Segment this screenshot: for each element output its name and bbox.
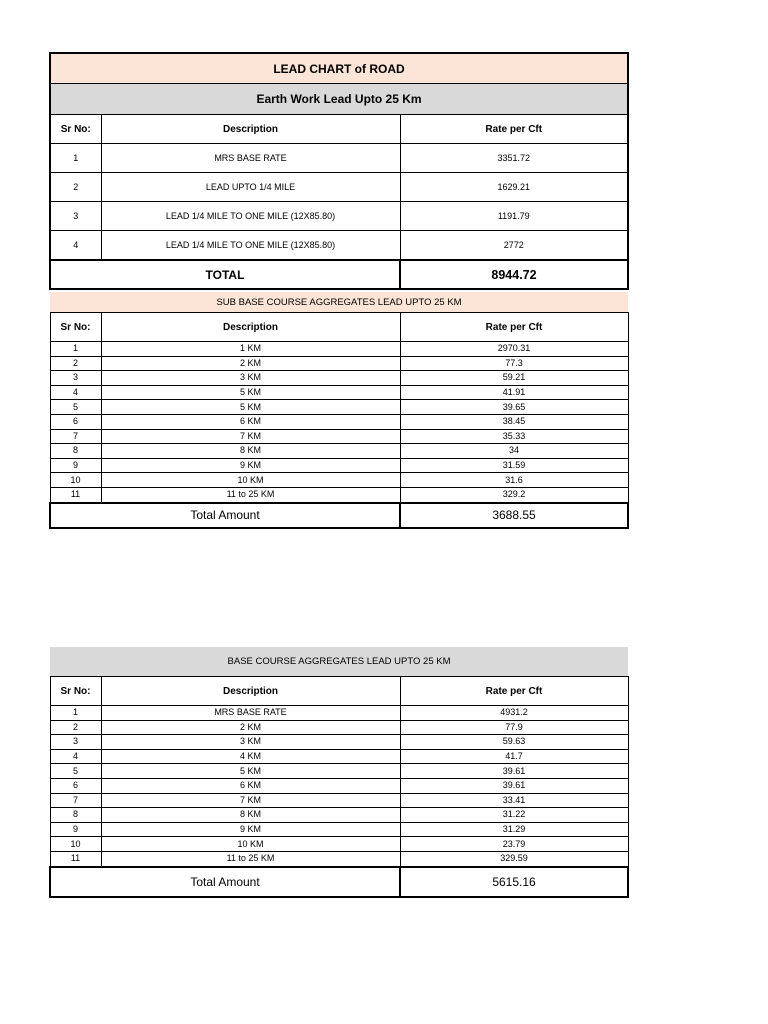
earthwork-lead-table xyxy=(49,52,629,290)
table-row xyxy=(50,793,628,808)
row-description: 4 KM xyxy=(101,749,400,764)
row-rate: 39.65 xyxy=(400,400,628,415)
row-description: 9 KM xyxy=(101,458,400,473)
table-row xyxy=(50,808,628,823)
row-rate: 1191.79 xyxy=(400,202,628,231)
total-row xyxy=(50,260,628,289)
total-value: 5615.16 xyxy=(400,867,628,897)
table-row xyxy=(50,778,628,793)
row-description: 5 KM xyxy=(101,400,400,415)
row-sr: 4 xyxy=(50,385,101,400)
row-sr: 2 xyxy=(50,356,101,371)
row-description: 2 KM xyxy=(101,720,400,735)
total-label: Total Amount xyxy=(50,503,400,528)
row-sr: 1 xyxy=(50,144,101,173)
header-description: Description xyxy=(101,115,400,144)
table-row xyxy=(50,356,628,371)
row-description: 1 KM xyxy=(101,342,400,357)
table-row xyxy=(50,444,628,459)
row-description: 7 KM xyxy=(101,429,400,444)
row-rate: 23.79 xyxy=(400,837,628,852)
table-row xyxy=(50,458,628,473)
table-row xyxy=(50,202,628,231)
row-sr: 8 xyxy=(50,444,101,459)
table-row xyxy=(50,720,628,735)
row-sr: 3 xyxy=(50,371,101,386)
table-row xyxy=(50,371,628,386)
row-sr: 9 xyxy=(50,458,101,473)
row-description: 10 KM xyxy=(101,837,400,852)
row-sr: 4 xyxy=(50,749,101,764)
row-sr: 8 xyxy=(50,808,101,823)
table-row xyxy=(50,749,628,764)
row-description: 5 KM xyxy=(101,764,400,779)
header-sr-no: Sr No: xyxy=(50,313,101,342)
row-description: MRS BASE RATE xyxy=(101,144,400,173)
table-row xyxy=(50,144,628,173)
table-row xyxy=(50,385,628,400)
page-title: LEAD CHART of ROAD xyxy=(50,53,628,84)
row-rate: 39.61 xyxy=(400,778,628,793)
total-value: 8944.72 xyxy=(400,260,628,289)
table-header-row xyxy=(50,115,628,144)
total-label: TOTAL xyxy=(50,260,400,289)
subbase-lead-table xyxy=(49,292,629,529)
table-row xyxy=(50,764,628,779)
row-sr: 4 xyxy=(50,231,101,261)
earthwork-subtitle: Earth Work Lead Upto 25 Km xyxy=(50,84,628,115)
row-sr: 11 xyxy=(50,851,101,866)
row-rate: 59.63 xyxy=(400,735,628,750)
row-rate: 39.61 xyxy=(400,764,628,779)
table-row xyxy=(50,822,628,837)
row-rate: 34 xyxy=(400,444,628,459)
row-rate: 329.2 xyxy=(400,487,628,502)
table-row xyxy=(50,473,628,488)
table-row xyxy=(50,173,628,202)
header-rate: Rate per Cft xyxy=(400,677,628,706)
row-description: 11 to 25 KM xyxy=(101,487,400,502)
row-rate: 31.22 xyxy=(400,808,628,823)
row-sr: 2 xyxy=(50,720,101,735)
row-rate: 4931.2 xyxy=(400,706,628,721)
row-description: LEAD UPTO 1/4 MILE xyxy=(101,173,400,202)
table-row xyxy=(50,342,628,357)
row-description: 5 KM xyxy=(101,385,400,400)
row-sr: 1 xyxy=(50,706,101,721)
row-rate: 31.6 xyxy=(400,473,628,488)
total-row xyxy=(50,503,628,528)
row-sr: 3 xyxy=(50,202,101,231)
row-sr: 1 xyxy=(50,342,101,357)
table-row xyxy=(50,735,628,750)
total-value: 3688.55 xyxy=(400,503,628,528)
row-rate: 35.33 xyxy=(400,429,628,444)
row-sr: 5 xyxy=(50,400,101,415)
row-rate: 31.59 xyxy=(400,458,628,473)
row-rate: 38.45 xyxy=(400,414,628,429)
row-description: 6 KM xyxy=(101,778,400,793)
row-description: 3 KM xyxy=(101,735,400,750)
row-description: LEAD 1/4 MILE TO ONE MILE (12X85.80) xyxy=(101,231,400,261)
row-sr: 11 xyxy=(50,487,101,502)
row-rate: 2970.31 xyxy=(400,342,628,357)
row-rate: 329.59 xyxy=(400,851,628,866)
row-description: LEAD 1/4 MILE TO ONE MILE (12X85.80) xyxy=(101,202,400,231)
row-description: 3 KM xyxy=(101,371,400,386)
row-description: 7 KM xyxy=(101,793,400,808)
header-rate: Rate per Cft xyxy=(400,313,628,342)
row-sr: 2 xyxy=(50,173,101,202)
row-rate: 77.9 xyxy=(400,720,628,735)
row-description: MRS BASE RATE xyxy=(101,706,400,721)
row-description: 6 KM xyxy=(101,414,400,429)
row-description: 9 KM xyxy=(101,822,400,837)
table-row xyxy=(50,837,628,852)
row-sr: 6 xyxy=(50,414,101,429)
row-description: 10 KM xyxy=(101,473,400,488)
row-sr: 10 xyxy=(50,837,101,852)
row-rate: 1629.21 xyxy=(400,173,628,202)
row-sr: 7 xyxy=(50,793,101,808)
table-row xyxy=(50,851,628,866)
base-lead-table xyxy=(49,647,629,898)
row-sr: 10 xyxy=(50,473,101,488)
header-sr-no: Sr No: xyxy=(50,115,101,144)
row-sr: 9 xyxy=(50,822,101,837)
table-row xyxy=(50,231,628,261)
row-rate: 33.41 xyxy=(400,793,628,808)
total-row xyxy=(50,867,628,897)
header-description: Description xyxy=(101,313,400,342)
row-description: 2 KM xyxy=(101,356,400,371)
table-header-row xyxy=(50,313,628,342)
row-rate: 2772 xyxy=(400,231,628,261)
row-rate: 41.91 xyxy=(400,385,628,400)
row-rate: 77.3 xyxy=(400,356,628,371)
header-rate: Rate per Cft xyxy=(400,115,628,144)
table-row xyxy=(50,429,628,444)
row-rate: 41.7 xyxy=(400,749,628,764)
row-sr: 6 xyxy=(50,778,101,793)
row-description: 8 KM xyxy=(101,808,400,823)
table-header-row xyxy=(50,677,628,706)
subbase-subtitle: SUB BASE COURSE AGGREGATES LEAD UPTO 25 KM xyxy=(50,292,628,313)
row-description: 11 to 25 KM xyxy=(101,851,400,866)
table-row xyxy=(50,487,628,502)
row-rate: 31.29 xyxy=(400,822,628,837)
table-row xyxy=(50,706,628,721)
base-subtitle: BASE COURSE AGGREGATES LEAD UPTO 25 KM xyxy=(50,647,628,677)
row-description: 8 KM xyxy=(101,444,400,459)
row-sr: 7 xyxy=(50,429,101,444)
header-sr-no: Sr No: xyxy=(50,677,101,706)
row-rate: 3351.72 xyxy=(400,144,628,173)
row-sr: 3 xyxy=(50,735,101,750)
table-row xyxy=(50,414,628,429)
header-description: Description xyxy=(101,677,400,706)
total-label: Total Amount xyxy=(50,867,400,897)
row-rate: 59.21 xyxy=(400,371,628,386)
row-sr: 5 xyxy=(50,764,101,779)
table-row xyxy=(50,400,628,415)
